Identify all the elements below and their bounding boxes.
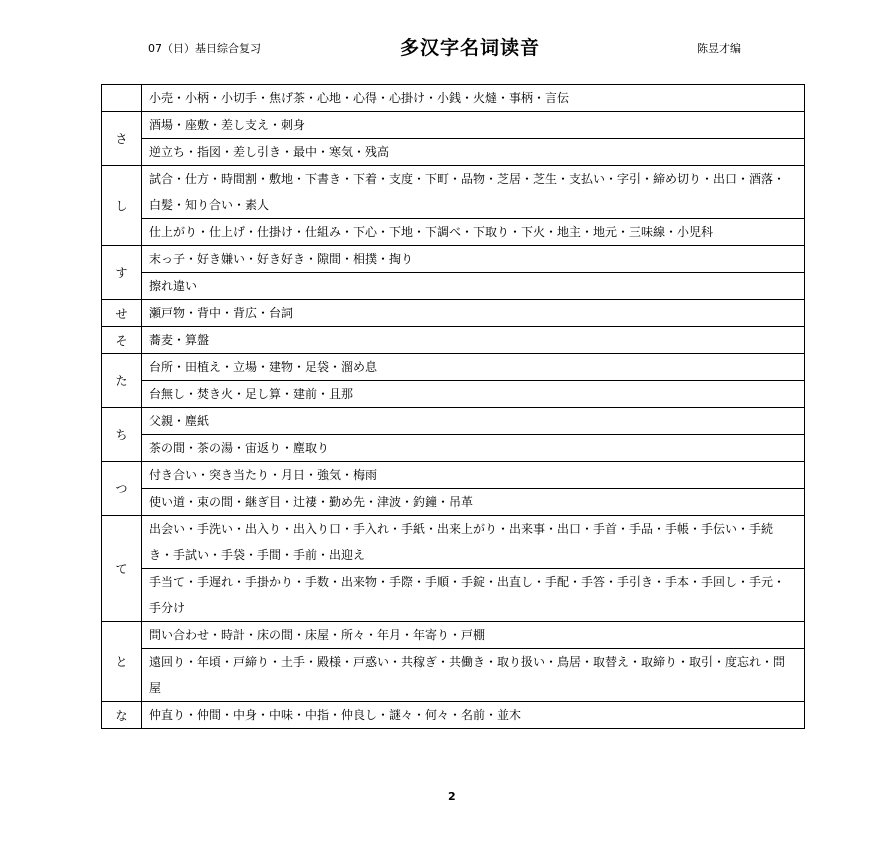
words-cell: 手当て・手遅れ・手掛かり・手数・出来物・手際・手順・手錠・出直し・手配・手答・手引き・手本・手回し・手元・手分け [142,569,805,622]
table-row [102,622,805,649]
words-cell: 末っ子・好き嫌い・好き好き・隙間・相撲・掏り [142,246,805,273]
table-row [102,381,805,408]
page-number: 2 [448,790,456,803]
words-cell: 父親・塵紙 [142,408,805,435]
kana-cell: な [102,702,142,729]
words-cell: 仕上がり・仕上げ・仕掛け・仕組み・下心・下地・下調べ・下取り・下火・地主・地元・三味線・小児科 [142,219,805,246]
table-row [102,112,805,139]
kana-cell: す [102,246,142,300]
table-row [102,702,805,729]
words-cell: 酒場・座敷・差し支え・刺身 [142,112,805,139]
words-cell: 逆立ち・指図・差し引き・最中・寒気・残高 [142,139,805,166]
kana-cell: し [102,166,142,246]
words-cell: 遠回り・年頃・戸締り・土手・殿様・戸惑い・共稼ぎ・共働き・取り扱い・鳥居・取替え・取締り・取引・度忘れ・問屋 [142,649,805,702]
words-cell: 試合・仕方・時間割・敷地・下書き・下着・支度・下町・品物・芝居・芝生・支払い・字引・締め切り・出口・酒落・白髪・知り合い・素人 [142,166,805,219]
words-cell: 蕎麦・算盤 [142,327,805,354]
kana-cell [102,85,142,112]
table-row [102,516,805,569]
kana-cell: さ [102,112,142,166]
table-row [102,649,805,702]
table-row [102,327,805,354]
vocab-table [101,84,805,729]
table-row [102,139,805,166]
table-row [102,300,805,327]
table-row [102,489,805,516]
table-row [102,273,805,300]
table-row [102,219,805,246]
header-author: 陈昱才编 [697,42,741,55]
words-cell: 問い合わせ・時計・床の間・床屋・所々・年月・年寄り・戸棚 [142,622,805,649]
kana-cell: た [102,354,142,408]
kana-cell: と [102,622,142,702]
words-cell: 茶の間・茶の湯・宙返り・塵取り [142,435,805,462]
kana-cell: せ [102,300,142,327]
kana-cell: つ [102,462,142,516]
table-row [102,166,805,219]
words-cell: 使い道・束の間・継ぎ目・辻褄・勤め先・津波・釣鐘・吊革 [142,489,805,516]
words-cell: 仲直り・仲間・中身・中味・中指・仲良し・謎々・何々・名前・並木 [142,702,805,729]
words-cell: 出会い・手洗い・出入り・出入り口・手入れ・手紙・出来上がり・出来事・出口・手首・手品・手帳・手伝い・手続き・手試い・手袋・手間・手前・出迎え [142,516,805,569]
kana-cell: て [102,516,142,622]
words-cell: 付き合い・突き当たり・月日・強気・梅雨 [142,462,805,489]
words-cell: 台無し・焚き火・足し算・建前・且那 [142,381,805,408]
words-cell: 擦れ違い [142,273,805,300]
table-row [102,354,805,381]
words-cell: 台所・田植え・立場・建物・足袋・溜め息 [142,354,805,381]
kana-cell: そ [102,327,142,354]
table-row [102,408,805,435]
table-row [102,435,805,462]
table-row [102,462,805,489]
kana-cell: ち [102,408,142,462]
table-row [102,569,805,622]
words-cell: 瀬戸物・背中・背広・台詞 [142,300,805,327]
table-row [102,246,805,273]
table-row [102,85,805,112]
words-cell: 小売・小柄・小切手・焦げ茶・心地・心得・心掛け・小銭・火燵・事柄・言伝 [142,85,805,112]
page-title: 多汉字名词读音 [400,37,541,59]
header-left: 07（日）基日综合复习 [148,42,261,55]
